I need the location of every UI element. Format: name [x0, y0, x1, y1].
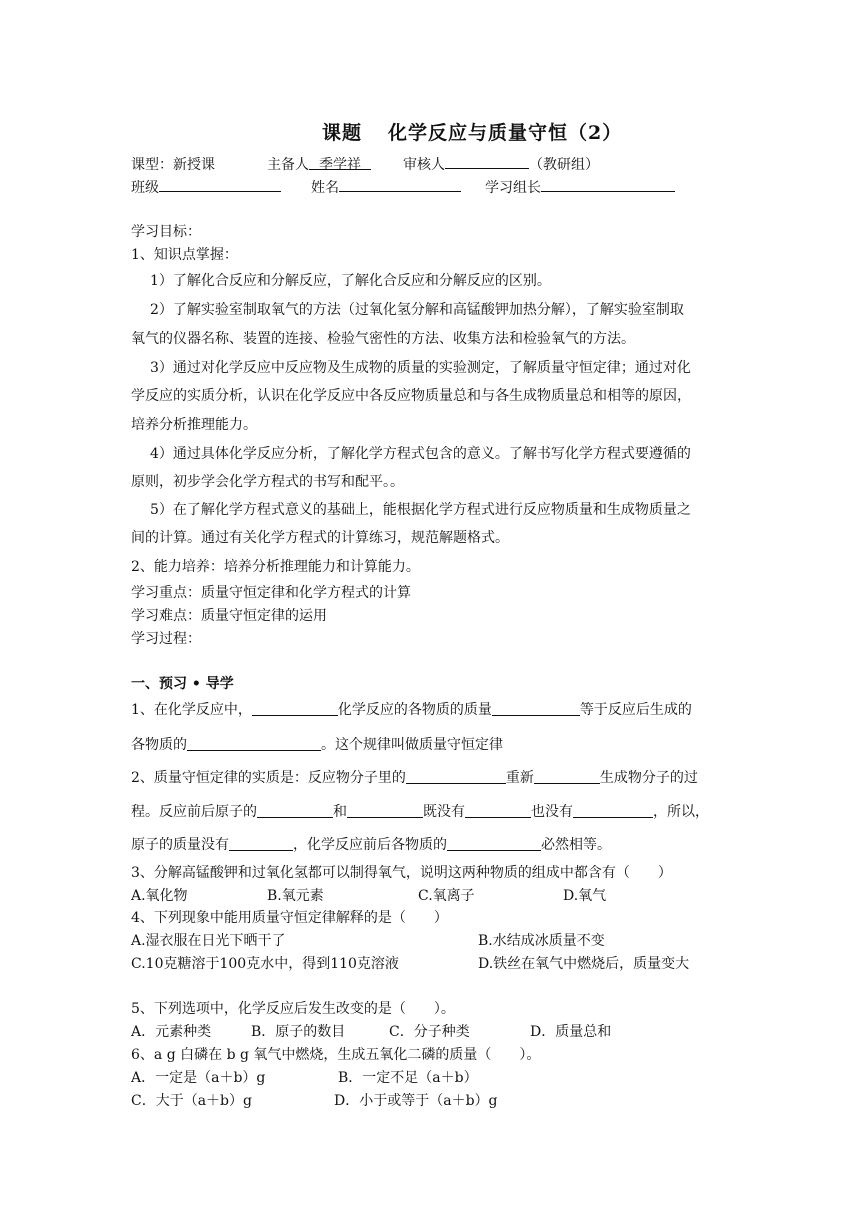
blank[interactable]	[252, 699, 338, 716]
objective-item: 学反应的实质分析，认识在化学反应中各反应物质量总和与各生成物质量总和相等的原因，	[131, 388, 691, 404]
question-3-option: A.氧化物	[131, 888, 188, 904]
title-text: 化学反应与质量守恒（2）	[388, 122, 623, 144]
question-4-option: C.10克糖溶于100克水中，得到110克溶液	[131, 956, 399, 972]
question-5-stem: 5、下列选项中，化学反应后发生改变的是（ ）。	[131, 1001, 455, 1017]
leader-blank[interactable]	[541, 176, 675, 192]
class-label: 班级	[131, 180, 159, 196]
preparer-value: 季学祥	[309, 154, 371, 170]
blank[interactable]	[229, 834, 293, 851]
blank[interactable]	[465, 801, 531, 818]
reviewer-label: 审核人	[403, 157, 445, 173]
leader-label: 学习组长	[485, 180, 541, 196]
question-2-line-1: 2、质量守恒定律的实质是：反应物分子里的 重新 生成物分子的过	[131, 767, 698, 787]
header-line-2	[131, 176, 675, 197]
question-3-option: D.氧气	[563, 888, 607, 904]
question-3-stem: 3、分解高锰酸钾和过氧化氢都可以制得氧气，说明这两种物质的组成中都含有（ ）	[131, 865, 672, 881]
objective-item: 1）了解化合反应和分解反应，了解化合反应和分解反应的区别。	[150, 273, 551, 289]
question-2-line-3: 原子的质量没有 ，化学反应前后各物质的 必然相等。	[131, 834, 611, 854]
question-1-line-1: 1、在化学反应中， 化学反应的各物质的质量 等于反应后生成的	[131, 699, 692, 719]
class-blank[interactable]	[159, 176, 281, 192]
question-5-option: C．分子种类	[389, 1024, 470, 1040]
question-6-option: D．小于或等于（a＋b）g	[334, 1093, 498, 1109]
objective-item: 间的计算。通过有关化学方程式的计算练习，规范解题格式。	[131, 530, 509, 546]
objective-item: 2）了解实验室制取氧气的方法（过氧化氢分解和高锰酸钾加热分解），了解实验室制取	[150, 302, 684, 318]
section-heading: 一、预习 • 导学	[131, 676, 234, 692]
ability-line: 2、能力培养：培养分析推理能力和计算能力。	[131, 559, 420, 575]
blank[interactable]	[573, 801, 653, 818]
question-4-option: B.水结成冰质量不变	[478, 933, 605, 949]
focus-line: 学习重点：质量守恒定律和化学方程式的计算	[131, 585, 411, 601]
blank[interactable]	[492, 699, 580, 716]
question-6-stem: 6、a g 白磷在 b g 氧气中燃烧，生成五氧化二磷的质量（ ）。	[131, 1047, 541, 1063]
blank[interactable]	[406, 767, 506, 784]
question-4-option: A.湿衣服在日光下晒干了	[131, 933, 286, 949]
question-6-option: C．大于（a＋b）g	[131, 1093, 252, 1109]
question-5-option: A．元素种类	[131, 1024, 212, 1040]
blank[interactable]	[187, 734, 321, 751]
question-6-option: A．一定是（a＋b）g	[131, 1070, 266, 1086]
preparer-label: 主备人	[267, 157, 309, 173]
objectives-heading: 学习目标：	[131, 224, 201, 240]
question-2-line-2: 程。反应前后原子的 和 既没有 也没有 ，所以，	[131, 801, 709, 821]
difficulty-line: 学习难点：质量守恒定律的运用	[131, 608, 327, 624]
reviewer-suffix: （教研组）	[529, 157, 599, 173]
name-label: 姓名	[311, 180, 339, 196]
question-5-option: D．质量总和	[530, 1024, 612, 1040]
knowledge-heading: 1、知识点掌握：	[131, 247, 238, 263]
title-prefix: 课题	[322, 122, 363, 144]
blank[interactable]	[447, 834, 541, 851]
question-4-option: D.铁丝在氧气中燃烧后，质量变大	[478, 956, 690, 972]
blank[interactable]	[534, 767, 600, 784]
blank[interactable]	[257, 801, 333, 818]
name-blank[interactable]	[339, 176, 461, 192]
question-1-line-2: 各物质的 。这个规律叫做质量守恒定律	[131, 734, 503, 754]
question-3-option: B.氧元素	[267, 888, 324, 904]
blank[interactable]	[347, 801, 423, 818]
course-type: 课型：新授课	[131, 157, 215, 173]
process-line: 学习过程：	[131, 631, 201, 647]
question-3-option: C.氧离子	[418, 888, 475, 904]
question-5-option: B．原子的数目	[251, 1024, 346, 1040]
objective-item: 3）通过对化学反应中反应物及生成物的质量的实验测定，了解质量守恒定律；通过对化	[150, 360, 691, 376]
objective-item: 5）在了解化学方程式意义的基础上，能根据化学方程式进行反应物质量和生成物质量之	[150, 502, 691, 518]
objective-item: 氧气的仪器名称、装置的连接、检验气密性的方法、收集方法和检验氧气的方法。	[131, 331, 635, 347]
header-line-1	[131, 153, 599, 174]
reviewer-blank[interactable]	[445, 153, 529, 169]
question-6-option: B．一定不足（a＋b）	[338, 1070, 478, 1086]
objective-item: 4）通过具体化学反应分析，了解化学方程式包含的意义。了解书写化学方程式要遵循的	[150, 446, 691, 462]
page-title	[322, 118, 622, 145]
objective-item: 原则，初步学会化学方程式的书写和配平。。	[131, 474, 404, 490]
question-4-stem: 4、下列现象中能用质量守恒定律解释的是（ ）	[131, 910, 448, 926]
objective-item: 培养分析推理能力。	[131, 417, 257, 433]
